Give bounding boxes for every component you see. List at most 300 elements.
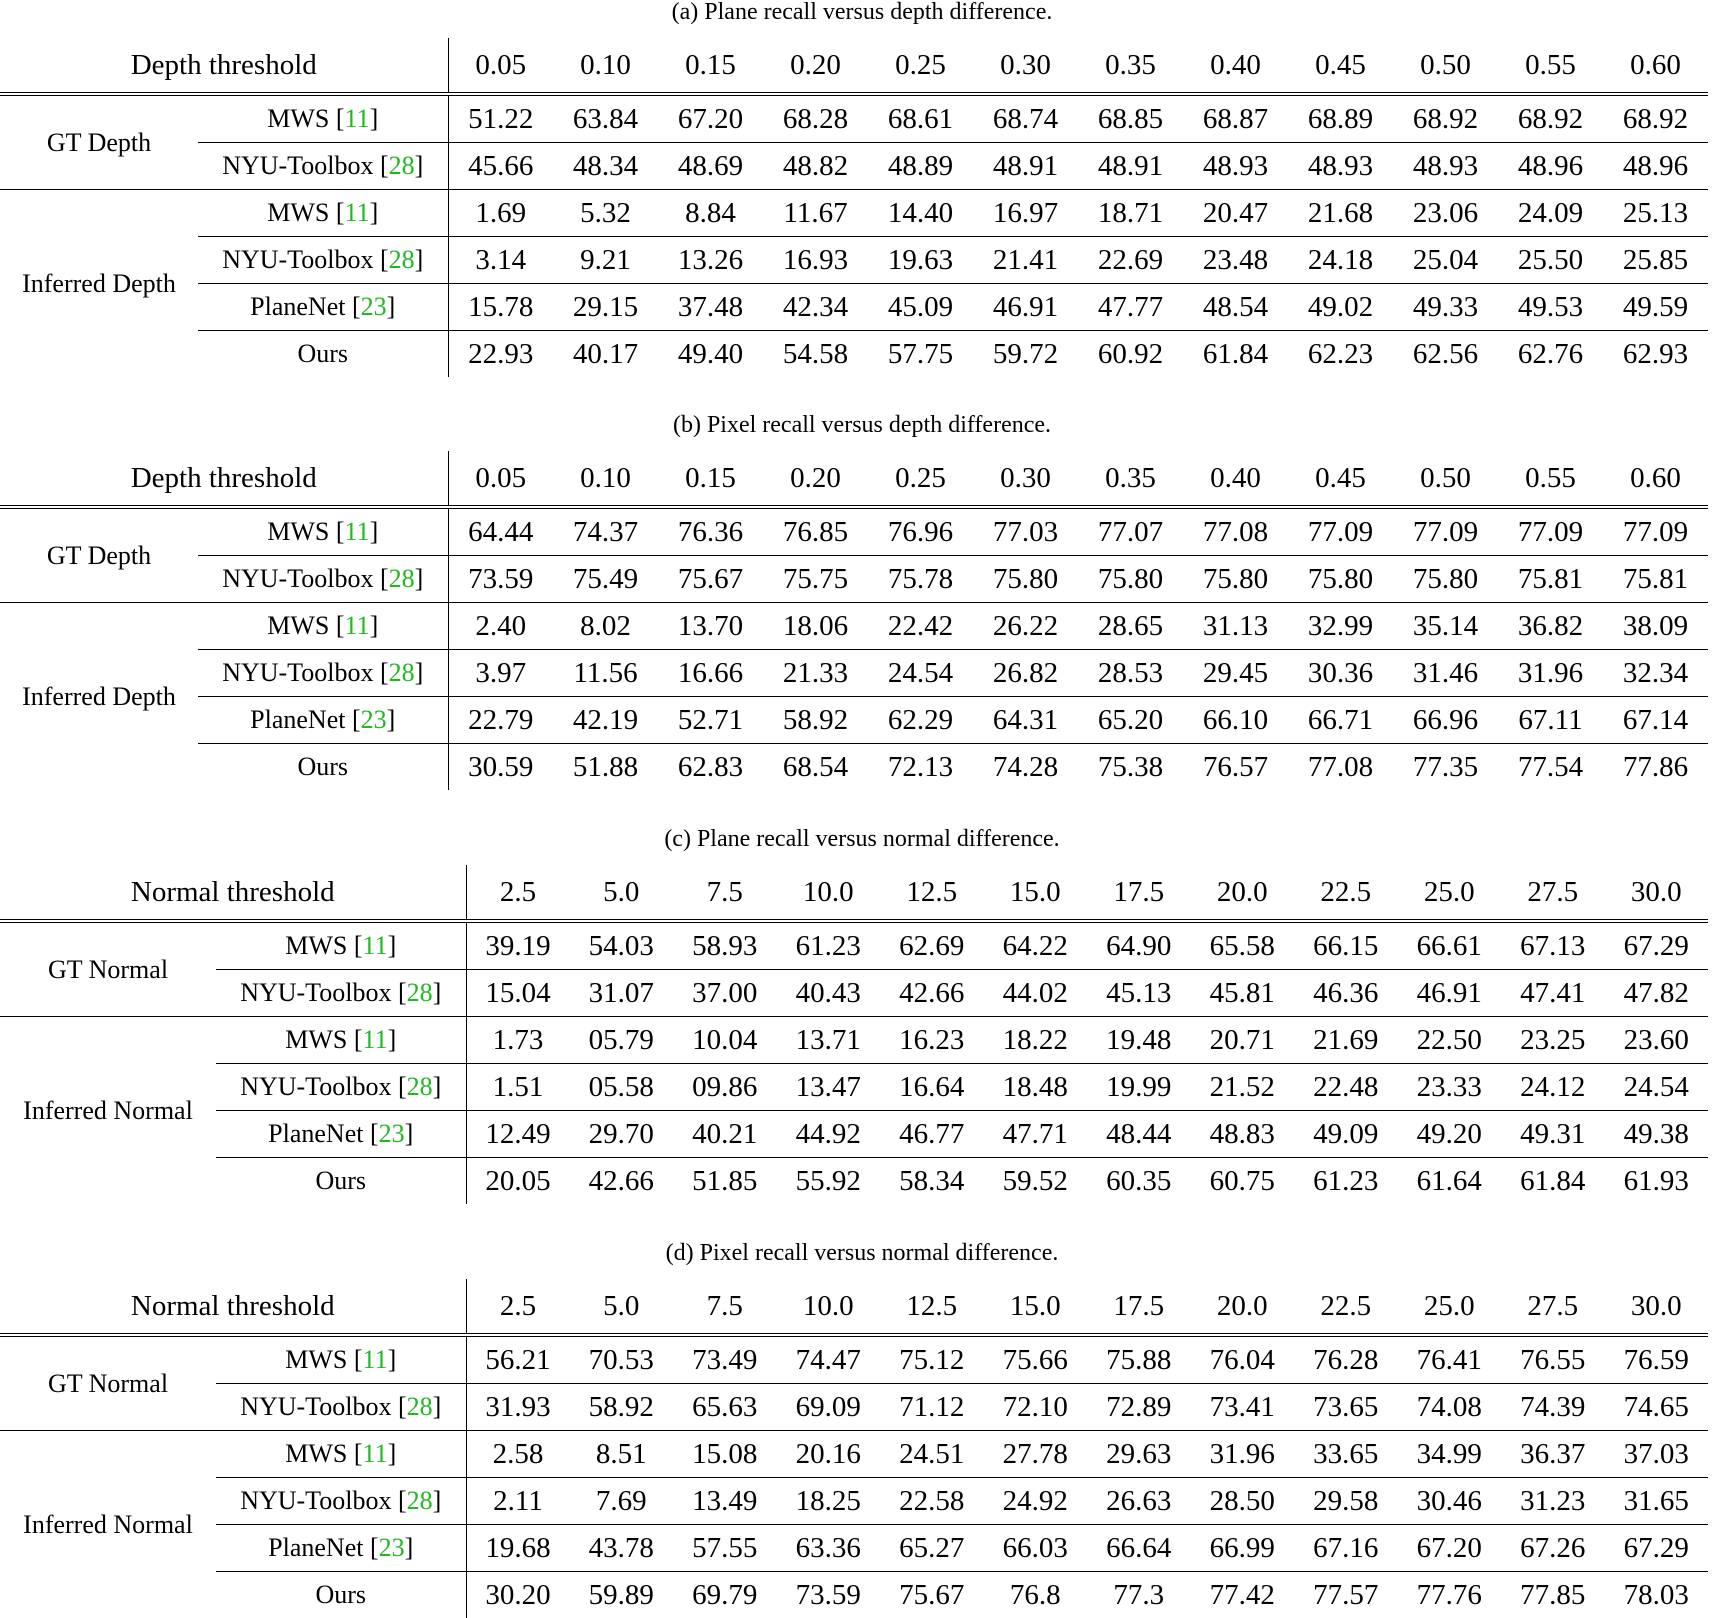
citation-link[interactable]: 11 [345, 611, 370, 640]
value-cell: 26.63 [1087, 1478, 1191, 1525]
value-cell: 76.04 [1191, 1335, 1295, 1384]
threshold-value: 0.45 [1288, 451, 1393, 507]
value-cell: 68.61 [868, 94, 973, 143]
threshold-value: 17.5 [1087, 865, 1191, 921]
value-cell: 45.13 [1087, 970, 1191, 1017]
group-label: Inferred Depth [0, 190, 198, 378]
value-cell: 66.15 [1294, 921, 1398, 970]
threshold-value: 0.05 [448, 38, 553, 94]
value-cell: 15.78 [448, 284, 553, 331]
value-cell: 75.81 [1498, 556, 1603, 603]
value-cell: 31.96 [1498, 650, 1603, 697]
value-cell: 52.71 [658, 697, 763, 744]
threshold-value: 7.5 [673, 1279, 777, 1335]
value-cell: 19.68 [466, 1525, 570, 1572]
value-cell: 73.65 [1294, 1384, 1398, 1431]
value-cell: 18.25 [777, 1478, 881, 1525]
value-cell: 76.8 [984, 1572, 1088, 1618]
method-name: PlaneNet [250, 292, 345, 321]
value-cell: 68.74 [973, 94, 1078, 143]
citation-link[interactable]: 28 [407, 1072, 433, 1101]
value-cell: 49.02 [1288, 284, 1393, 331]
value-cell: 37.03 [1605, 1431, 1709, 1478]
value-cell: 56.21 [466, 1335, 570, 1384]
table-row [0, 1572, 1708, 1618]
citation-link[interactable]: 23 [379, 1119, 405, 1148]
cite-open-bracket: [ [347, 931, 362, 960]
table-row [0, 190, 1708, 237]
threshold-value: 12.5 [880, 865, 984, 921]
value-cell: 8.02 [553, 603, 658, 650]
cite-open-bracket: [ [391, 1392, 406, 1421]
value-cell: 72.10 [984, 1384, 1088, 1431]
method-name: NYU-Toolbox [240, 1072, 391, 1101]
value-cell: 58.93 [673, 921, 777, 970]
header-row [0, 1279, 1708, 1335]
value-cell: 65.27 [880, 1525, 984, 1572]
table-row [0, 507, 1708, 556]
value-cell: 76.57 [1183, 744, 1288, 791]
cite-open-bracket: [ [391, 1486, 406, 1515]
value-cell: 31.65 [1605, 1478, 1709, 1525]
value-cell: 59.52 [984, 1158, 1088, 1205]
cite-close-bracket: ] [370, 611, 379, 640]
citation-link[interactable]: 23 [361, 292, 387, 321]
value-cell: 43.78 [570, 1525, 674, 1572]
cite-close-bracket: ] [388, 1345, 397, 1374]
citation-link[interactable]: 11 [363, 1025, 388, 1054]
cite-close-bracket: ] [387, 292, 396, 321]
value-cell: 31.93 [466, 1384, 570, 1431]
value-cell: 16.64 [880, 1064, 984, 1111]
value-cell: 29.58 [1294, 1478, 1398, 1525]
results-table [0, 451, 1708, 790]
value-cell: 24.92 [984, 1478, 1088, 1525]
value-cell: 77.3 [1087, 1572, 1191, 1618]
citation-link[interactable]: 23 [361, 705, 387, 734]
value-cell: 74.28 [973, 744, 1078, 791]
value-cell: 44.92 [777, 1111, 881, 1158]
method-name: PlaneNet [268, 1533, 363, 1562]
value-cell: 15.04 [466, 970, 570, 1017]
value-cell: 66.96 [1393, 697, 1498, 744]
value-cell: 49.33 [1393, 284, 1498, 331]
cite-open-bracket: [ [347, 1345, 362, 1374]
value-cell: 48.54 [1183, 284, 1288, 331]
value-cell: 8.84 [658, 190, 763, 237]
table-caption: (a) Plane recall versus depth difference. [0, 0, 1724, 24]
threshold-value: 22.5 [1294, 1279, 1398, 1335]
threshold-value: 2.5 [466, 1279, 570, 1335]
value-cell: 62.29 [868, 697, 973, 744]
value-cell: 13.26 [658, 237, 763, 284]
value-cell: 75.80 [1393, 556, 1498, 603]
method-cell [216, 1431, 466, 1478]
value-cell: 30.36 [1288, 650, 1393, 697]
value-cell: 28.65 [1078, 603, 1183, 650]
value-cell: 18.71 [1078, 190, 1183, 237]
value-cell: 19.99 [1087, 1064, 1191, 1111]
threshold-value: 0.20 [763, 451, 868, 507]
value-cell: 05.79 [570, 1017, 674, 1064]
cite-open-bracket: [ [345, 292, 360, 321]
value-cell: 21.41 [973, 237, 1078, 284]
threshold-value: 0.55 [1498, 451, 1603, 507]
value-cell: 49.40 [658, 331, 763, 378]
value-cell: 2.40 [448, 603, 553, 650]
threshold-value: 27.5 [1501, 865, 1605, 921]
value-cell: 47.77 [1078, 284, 1183, 331]
value-cell: 75.66 [984, 1335, 1088, 1384]
value-cell: 48.91 [973, 143, 1078, 190]
value-cell: 59.89 [570, 1572, 674, 1618]
cite-close-bracket: ] [415, 151, 424, 180]
value-cell: 42.66 [570, 1158, 674, 1205]
value-cell: 49.31 [1501, 1111, 1605, 1158]
citation-link[interactable]: 11 [363, 1439, 388, 1468]
value-cell: 61.84 [1183, 331, 1288, 378]
group-label: GT Normal [0, 1335, 216, 1431]
value-cell: 34.99 [1398, 1431, 1502, 1478]
threshold-value: 15.0 [984, 1279, 1088, 1335]
value-cell: 75.88 [1087, 1335, 1191, 1384]
value-cell: 28.53 [1078, 650, 1183, 697]
method-cell [216, 1111, 466, 1158]
threshold-value: 20.0 [1191, 865, 1295, 921]
value-cell: 3.14 [448, 237, 553, 284]
table-row [0, 1525, 1708, 1572]
value-cell: 48.93 [1183, 143, 1288, 190]
value-cell: 22.69 [1078, 237, 1183, 284]
value-cell: 77.85 [1501, 1572, 1605, 1618]
value-cell: 77.03 [973, 507, 1078, 556]
method-cell [216, 1335, 466, 1384]
value-cell: 75.80 [1183, 556, 1288, 603]
method-cell [216, 1158, 466, 1205]
value-cell: 22.48 [1294, 1064, 1398, 1111]
cite-open-bracket: [ [329, 517, 344, 546]
value-cell: 75.67 [658, 556, 763, 603]
value-cell: 14.40 [868, 190, 973, 237]
cite-close-bracket: ] [388, 1439, 397, 1468]
value-cell: 77.09 [1288, 507, 1393, 556]
value-cell: 77.57 [1294, 1572, 1398, 1618]
value-cell: 75.81 [1603, 556, 1708, 603]
threshold-value: 15.0 [984, 865, 1088, 921]
value-cell: 60.92 [1078, 331, 1183, 378]
value-cell: 11.67 [763, 190, 868, 237]
threshold-value: 10.0 [777, 865, 881, 921]
value-cell: 67.16 [1294, 1525, 1398, 1572]
method-name: MWS [267, 611, 329, 640]
value-cell: 28.50 [1191, 1478, 1295, 1525]
value-cell: 29.63 [1087, 1431, 1191, 1478]
value-cell: 21.52 [1191, 1064, 1295, 1111]
value-cell: 11.56 [553, 650, 658, 697]
results-table [0, 865, 1708, 1204]
value-cell: 60.75 [1191, 1158, 1295, 1205]
threshold-value: 0.60 [1603, 451, 1708, 507]
value-cell: 66.61 [1398, 921, 1502, 970]
group-label: GT Normal [0, 921, 216, 1017]
value-cell: 58.92 [763, 697, 868, 744]
value-cell: 40.21 [673, 1111, 777, 1158]
value-cell: 35.14 [1393, 603, 1498, 650]
threshold-value: 5.0 [570, 865, 674, 921]
value-cell: 67.14 [1603, 697, 1708, 744]
value-cell: 68.54 [763, 744, 868, 791]
value-cell: 31.96 [1191, 1431, 1295, 1478]
value-cell: 49.53 [1498, 284, 1603, 331]
threshold-value: 7.5 [673, 865, 777, 921]
value-cell: 69.09 [777, 1384, 881, 1431]
method-name: Ours [315, 1580, 366, 1609]
value-cell: 77.08 [1183, 507, 1288, 556]
method-name: NYU-Toolbox [222, 564, 373, 593]
value-cell: 18.22 [984, 1017, 1088, 1064]
method-cell [198, 507, 448, 556]
value-cell: 2.11 [466, 1478, 570, 1525]
value-cell: 62.56 [1393, 331, 1498, 378]
value-cell: 64.22 [984, 921, 1088, 970]
table-row [0, 921, 1708, 970]
citation-link[interactable]: 11 [345, 517, 370, 546]
method-cell [216, 1064, 466, 1111]
value-cell: 40.43 [777, 970, 881, 1017]
table-caption: (c) Plane recall versus normal difference. [0, 827, 1724, 851]
table-row [0, 94, 1708, 143]
table-row [0, 1431, 1708, 1478]
method-cell [198, 650, 448, 697]
value-cell: 24.12 [1501, 1064, 1605, 1111]
threshold-value: 0.30 [973, 38, 1078, 94]
method-cell [216, 1478, 466, 1525]
value-cell: 15.08 [673, 1431, 777, 1478]
value-cell: 36.82 [1498, 603, 1603, 650]
value-cell: 67.13 [1501, 921, 1605, 970]
method-name: MWS [285, 1345, 347, 1374]
value-cell: 62.83 [658, 744, 763, 791]
value-cell: 75.12 [880, 1335, 984, 1384]
value-cell: 77.35 [1393, 744, 1498, 791]
value-cell: 36.37 [1501, 1431, 1605, 1478]
value-cell: 30.59 [448, 744, 553, 791]
value-cell: 76.41 [1398, 1335, 1502, 1384]
value-cell: 66.99 [1191, 1525, 1295, 1572]
value-cell: 46.36 [1294, 970, 1398, 1017]
threshold-value: 25.0 [1398, 1279, 1502, 1335]
cite-close-bracket: ] [433, 1486, 442, 1515]
value-cell: 77.09 [1498, 507, 1603, 556]
method-cell [198, 284, 448, 331]
method-name: NYU-Toolbox [240, 978, 391, 1007]
value-cell: 76.55 [1501, 1335, 1605, 1384]
value-cell: 19.63 [868, 237, 973, 284]
value-cell: 68.87 [1183, 94, 1288, 143]
threshold-value: 0.40 [1183, 38, 1288, 94]
value-cell: 44.02 [984, 970, 1088, 1017]
cite-close-bracket: ] [415, 564, 424, 593]
group-label: GT Depth [0, 94, 198, 190]
cite-open-bracket: [ [363, 1533, 378, 1562]
value-cell: 26.22 [973, 603, 1078, 650]
cite-open-bracket: [ [391, 1072, 406, 1101]
method-cell [216, 921, 466, 970]
value-cell: 61.64 [1398, 1158, 1502, 1205]
cite-close-bracket: ] [433, 978, 442, 1007]
method-name: MWS [267, 104, 329, 133]
value-cell: 66.71 [1288, 697, 1393, 744]
value-cell: 18.06 [763, 603, 868, 650]
citation-link[interactable]: 11 [363, 1345, 388, 1374]
method-name: Ours [297, 752, 348, 781]
results-table [0, 1279, 1708, 1618]
threshold-value: 17.5 [1087, 1279, 1191, 1335]
method-cell [216, 1384, 466, 1431]
method-name: NYU-Toolbox [222, 151, 373, 180]
citation-link[interactable]: 28 [389, 564, 415, 593]
value-cell: 76.96 [868, 507, 973, 556]
value-cell: 66.03 [984, 1525, 1088, 1572]
value-cell: 13.49 [673, 1478, 777, 1525]
value-cell: 78.03 [1605, 1572, 1709, 1618]
method-name: Ours [315, 1166, 366, 1195]
cite-open-bracket: [ [373, 564, 388, 593]
value-cell: 20.71 [1191, 1017, 1295, 1064]
cite-close-bracket: ] [388, 1025, 397, 1054]
method-name: NYU-Toolbox [240, 1392, 391, 1421]
value-cell: 48.96 [1603, 143, 1708, 190]
value-cell: 66.10 [1183, 697, 1288, 744]
group-label: Inferred Normal [0, 1431, 216, 1618]
value-cell: 58.34 [880, 1158, 984, 1205]
threshold-value: 0.35 [1078, 38, 1183, 94]
value-cell: 76.28 [1294, 1335, 1398, 1384]
value-cell: 77.76 [1398, 1572, 1502, 1618]
table-row [0, 1478, 1708, 1525]
value-cell: 1.69 [448, 190, 553, 237]
value-cell: 29.70 [570, 1111, 674, 1158]
value-cell: 48.96 [1498, 143, 1603, 190]
value-cell: 75.80 [973, 556, 1078, 603]
value-cell: 57.75 [868, 331, 973, 378]
value-cell: 70.53 [570, 1335, 674, 1384]
value-cell: 20.47 [1183, 190, 1288, 237]
citation-link[interactable]: 28 [389, 245, 415, 274]
value-cell: 74.39 [1501, 1384, 1605, 1431]
method-name: MWS [285, 1439, 347, 1468]
value-cell: 23.60 [1605, 1017, 1709, 1064]
value-cell: 65.63 [673, 1384, 777, 1431]
value-cell: 24.18 [1288, 237, 1393, 284]
value-cell: 67.29 [1605, 1525, 1709, 1572]
threshold-value: 25.0 [1398, 865, 1502, 921]
table-row [0, 284, 1708, 331]
value-cell: 26.82 [973, 650, 1078, 697]
value-cell: 24.54 [1605, 1064, 1709, 1111]
cite-close-bracket: ] [415, 245, 424, 274]
cite-open-bracket: [ [329, 198, 344, 227]
citation-link[interactable]: 28 [407, 1392, 433, 1421]
value-cell: 60.35 [1087, 1158, 1191, 1205]
threshold-value: 0.15 [658, 38, 763, 94]
value-cell: 19.48 [1087, 1017, 1191, 1064]
value-cell: 29.45 [1183, 650, 1288, 697]
value-cell: 16.66 [658, 650, 763, 697]
value-cell: 77.42 [1191, 1572, 1295, 1618]
value-cell: 30.46 [1398, 1478, 1502, 1525]
cite-close-bracket: ] [405, 1119, 414, 1148]
citation-link[interactable]: 28 [407, 978, 433, 1007]
citation-link[interactable]: 11 [345, 198, 370, 227]
method-cell [198, 237, 448, 284]
citation-link[interactable]: 23 [379, 1533, 405, 1562]
value-cell: 51.85 [673, 1158, 777, 1205]
value-cell: 45.66 [448, 143, 553, 190]
value-cell: 68.92 [1603, 94, 1708, 143]
method-cell [216, 1572, 466, 1618]
value-cell: 67.11 [1498, 697, 1603, 744]
value-cell: 24.09 [1498, 190, 1603, 237]
value-cell: 18.48 [984, 1064, 1088, 1111]
citation-link[interactable]: 28 [389, 151, 415, 180]
citation-link[interactable]: 28 [389, 658, 415, 687]
method-name: PlaneNet [268, 1119, 363, 1148]
value-cell: 22.93 [448, 331, 553, 378]
method-name: MWS [285, 1025, 347, 1054]
value-cell: 20.16 [777, 1431, 881, 1478]
threshold-value: 0.10 [553, 38, 658, 94]
table-row [0, 970, 1708, 1017]
method-name: NYU-Toolbox [222, 245, 373, 274]
value-cell: 3.97 [448, 650, 553, 697]
value-cell: 2.58 [466, 1431, 570, 1478]
value-cell: 65.58 [1191, 921, 1295, 970]
value-cell: 25.04 [1393, 237, 1498, 284]
value-cell: 49.20 [1398, 1111, 1502, 1158]
citation-link[interactable]: 11 [363, 931, 388, 960]
value-cell: 22.79 [448, 697, 553, 744]
threshold-value: 0.50 [1393, 451, 1498, 507]
cite-open-bracket: [ [347, 1025, 362, 1054]
value-cell: 68.89 [1288, 94, 1393, 143]
citation-link[interactable]: 11 [345, 104, 370, 133]
value-cell: 31.07 [570, 970, 674, 1017]
threshold-value: 5.0 [570, 1279, 674, 1335]
value-cell: 48.44 [1087, 1111, 1191, 1158]
value-cell: 1.73 [466, 1017, 570, 1064]
value-cell: 65.20 [1078, 697, 1183, 744]
value-cell: 61.84 [1501, 1158, 1605, 1205]
citation-link[interactable]: 28 [407, 1486, 433, 1515]
value-cell: 61.93 [1605, 1158, 1709, 1205]
value-cell: 1.51 [466, 1064, 570, 1111]
value-cell: 48.93 [1393, 143, 1498, 190]
table-caption: (d) Pixel recall versus normal difference. [0, 1241, 1724, 1265]
threshold-value: 30.0 [1605, 1279, 1709, 1335]
value-cell: 75.67 [880, 1572, 984, 1618]
value-cell: 77.07 [1078, 507, 1183, 556]
value-cell: 62.23 [1288, 331, 1393, 378]
value-cell: 62.93 [1603, 331, 1708, 378]
value-cell: 64.90 [1087, 921, 1191, 970]
value-cell: 51.88 [553, 744, 658, 791]
value-cell: 59.72 [973, 331, 1078, 378]
table-row [0, 1384, 1708, 1431]
header-row [0, 38, 1708, 94]
value-cell: 67.26 [1501, 1525, 1605, 1572]
value-cell: 25.50 [1498, 237, 1603, 284]
